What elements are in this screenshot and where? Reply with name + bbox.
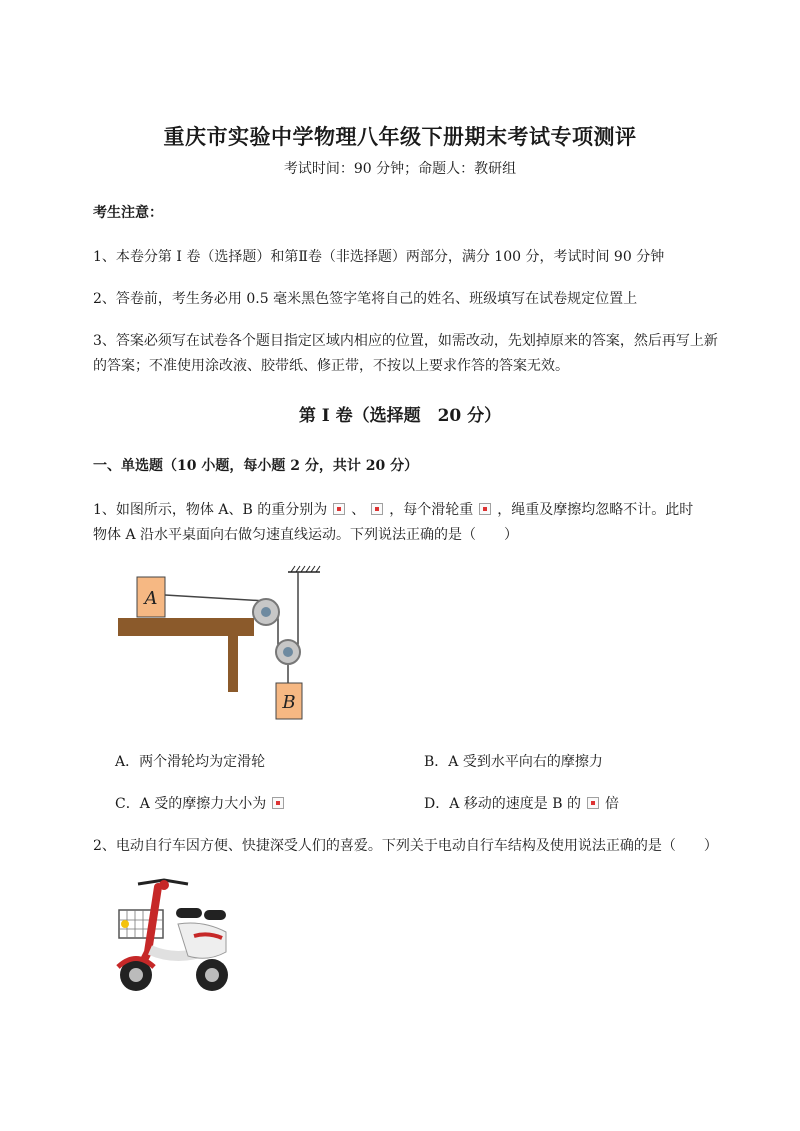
formula-image-icon	[371, 503, 383, 515]
formula-image-icon	[272, 797, 284, 809]
page-title: 重庆市实验中学物理八年级下册期末考试专项测评	[163, 124, 637, 149]
option-d: D．A 移动的速度是 B 的 倍	[424, 796, 619, 812]
block-b-label: B	[282, 692, 296, 713]
notice-item: 3、答案必须写在试卷各个题目指定区域内相应的位置，如需改动，先划掉原来的答案，然后再写上新	[93, 333, 718, 349]
question-1-line-2: 物体 A 沿水平桌面向右做匀速直线运动。下列说法正确的是（ ）	[93, 527, 519, 543]
table-leg	[228, 636, 238, 692]
formula-image-icon	[333, 503, 345, 515]
notice-item: 2、答卷前，考生务必用 0.5 毫米黑色签字笔将自己的姓名、班级填写在试卷规定位置上	[93, 291, 638, 307]
notice-item-continued: 的答案；不准使用涂改液、胶带纸、修正带，不按以上要求作答的答案无效。	[93, 358, 569, 374]
question-1-line-1: 1、如图所示，物体 A、B 的重分别为 、 ，每个滑轮重 ，绳重及摩擦均忽略不计。此时	[93, 502, 694, 518]
notice-item: 1、本卷分第 I 卷（选择题）和第Ⅱ卷（非选择题）两部分，满分 100 分，考试时间 90 分钟	[93, 249, 665, 265]
block-a-label: A	[144, 588, 158, 609]
option-a: A．两个滑轮均为定滑轮	[115, 754, 266, 770]
question-2-text: 2、电动自行车因方便、快捷深受人们的喜爱。下列关于电动自行车结构及使用说法正确的是（ ）	[93, 838, 718, 854]
section-title: 第 I 卷（选择题 20 分）	[298, 406, 502, 426]
notice-heading: 考生注意：	[93, 205, 163, 221]
option-c: C．A 受的摩擦力大小为	[115, 793, 290, 813]
pulley-figure	[110, 560, 330, 730]
option-b: B．A 受到水平向右的摩擦力	[424, 754, 603, 770]
formula-image-icon	[587, 797, 599, 809]
table-top	[118, 618, 254, 636]
electric-bike-figure	[108, 872, 238, 997]
formula-image-icon	[479, 503, 491, 515]
part-title: 一、单选题（10 小题，每小题 2 分，共计 20 分）	[93, 458, 419, 474]
exam-info: 考试时间：90 分钟；命题人：教研组	[283, 161, 517, 177]
